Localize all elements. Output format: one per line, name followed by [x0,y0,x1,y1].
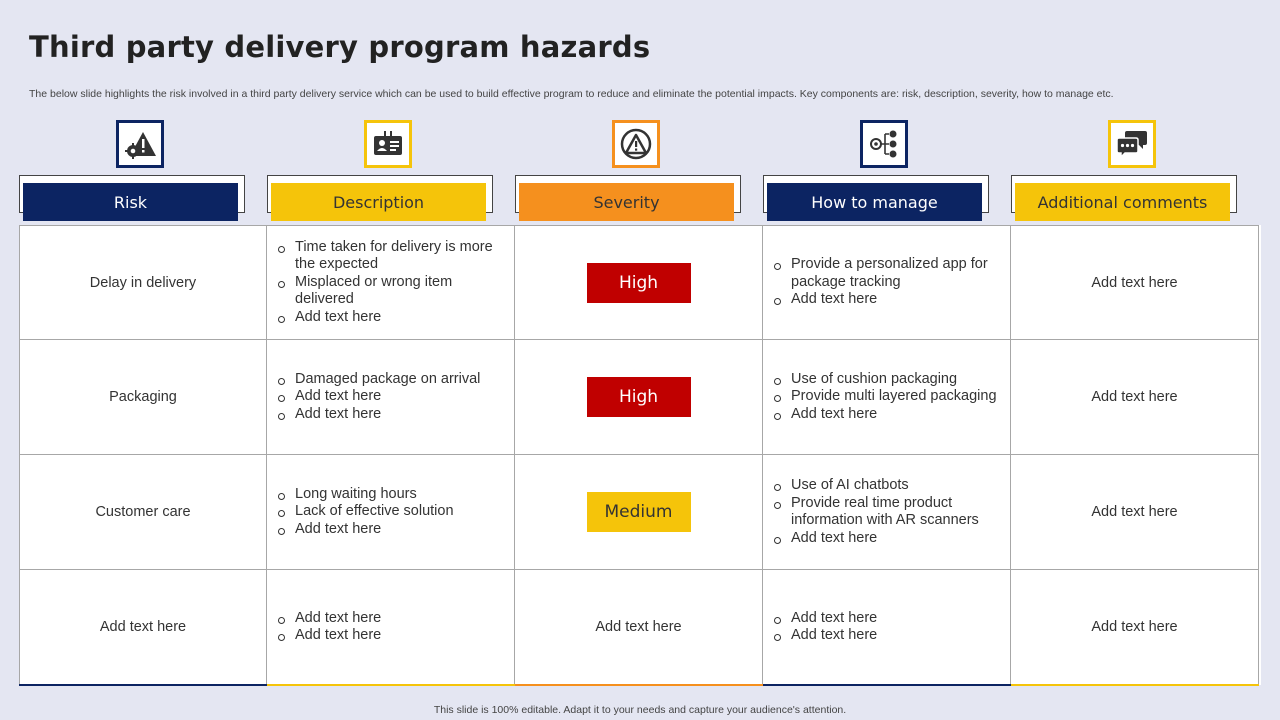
list-item: Add text here [277,521,454,539]
comments-cell [1011,340,1259,455]
warning-gear-icon [116,120,164,168]
comments-cell [1011,455,1259,570]
list-item: Provide a personalized app for package tracking [773,256,1002,291]
risk-text: Customer care [95,504,191,520]
list-item: Add text here [773,610,877,628]
manage-list [763,371,1005,424]
list-item: Add text here [277,627,381,645]
list-item: Add text here [277,610,381,628]
column-header-severity [515,120,763,222]
manage-list [763,477,1010,547]
list-item: Add text here [277,309,506,327]
severity-badge: Medium [587,492,691,532]
manage-cell [763,570,1011,685]
risk-cell [19,455,267,570]
id-card-icon [364,120,412,168]
hazards-table [19,225,1261,685]
manage-cell [763,455,1011,570]
column-header-how-to-manage [763,120,1011,222]
description-list [267,610,389,645]
network-nodes-icon [860,120,908,168]
risk-bottom-accent [19,684,267,686]
comments-text: Add text here [1091,389,1178,405]
description-cell [267,570,515,685]
manage-list [763,256,1010,309]
risk-text: Packaging [109,389,177,405]
severity-text: Add text here [595,619,682,635]
description-cell [267,225,515,340]
description-list [267,486,462,539]
list-item: Long waiting hours [277,486,454,504]
comments-cell [1011,225,1259,340]
severity-badge: High [587,377,691,417]
description-list [267,239,514,327]
list-item: Add text here [277,406,480,424]
page-subtitle: The below slide highlights the risk involved in a third party delivery service which can be used to build effective program to reduce and eliminate the potential impacts. Key components are: risk, description, severity, how to manage etc. [29,88,1114,100]
column-header-additional-comments [1011,120,1259,222]
list-item: Use of cushion packaging [773,371,997,389]
comments-header-label: Additional comments [1015,183,1230,221]
list-item: Time taken for delivery is more the expected [277,239,506,274]
footer-note: This slide is 100% editable. Adapt it to your needs and capture your audience's attention. [433,704,847,716]
list-item: Add text here [773,627,877,645]
list-item: Damaged package on arrival [277,371,480,389]
list-item: Provide multi layered packaging [773,388,997,406]
manage-cell [763,340,1011,455]
risk-cell [19,225,267,340]
list-item: Misplaced or wrong item delivered [277,274,506,309]
description-header-label: Description [271,183,486,221]
description-list [267,371,488,424]
list-item: Provide real time product information with AR scanners [773,495,1002,530]
severity-badge: High [587,263,691,303]
comments-bottom-accent [1011,684,1259,686]
list-item: Use of AI chatbots [773,477,1002,495]
risk-header-label: Risk [23,183,238,221]
comments-text: Add text here [1091,274,1178,291]
manage-bottom-accent [763,684,1011,686]
list-item: Add text here [773,291,1002,309]
description-cell [267,340,515,455]
severity-bottom-accent [515,684,763,686]
page-title: Third party delivery program hazards [29,30,651,64]
list-item: Add text here [277,388,480,406]
risk-cell [19,570,267,685]
list-item: Lack of effective solution [277,503,454,521]
column-header-risk [19,120,267,222]
column-header-description [267,120,515,222]
comments-cell [1011,570,1259,685]
alert-dial-icon [612,120,660,168]
comments-text: Add text here [1091,504,1178,520]
risk-cell [19,340,267,455]
risk-text: Add text here [99,619,187,635]
severity-cell [515,570,763,685]
description-bottom-accent [267,684,515,686]
comments-text: Add text here [1091,619,1178,635]
manage-cell [763,225,1011,340]
risk-text: Delay in delivery [89,274,197,291]
manage-list [763,610,885,645]
manage-header-label: How to manage [767,183,982,221]
severity-cell [515,225,763,340]
list-item: Add text here [773,406,997,424]
description-cell [267,455,515,570]
list-item: Add text here [773,530,1002,548]
severity-cell [515,455,763,570]
severity-header-label: Severity [519,183,734,221]
chat-bubbles-icon [1108,120,1156,168]
severity-cell [515,340,763,455]
